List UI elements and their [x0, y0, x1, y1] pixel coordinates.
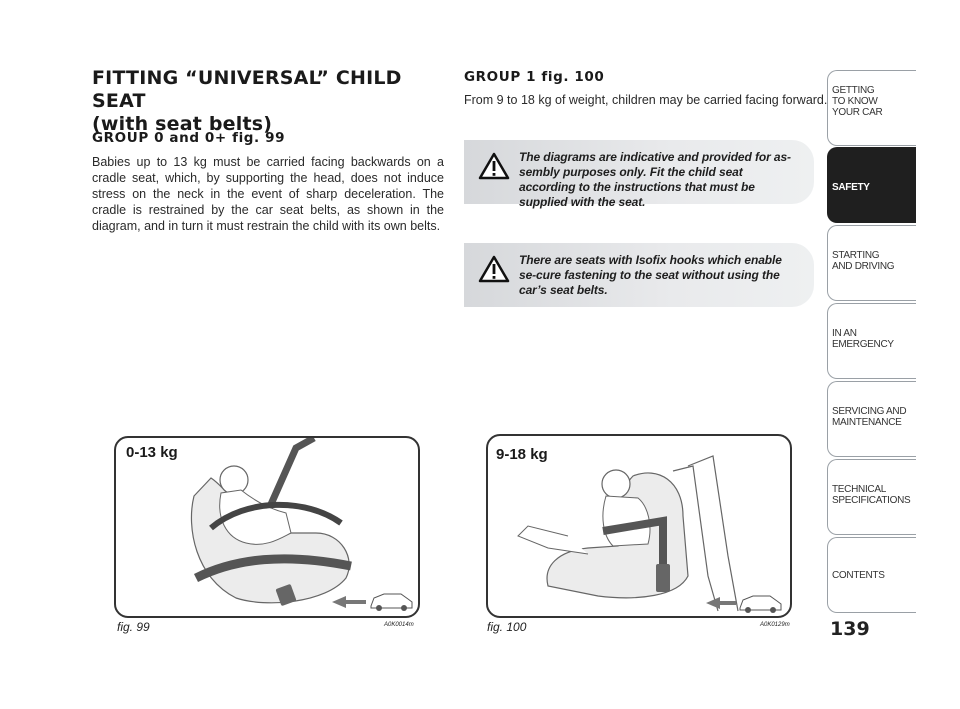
- figure-99-code: A0K0014m: [384, 622, 414, 628]
- tab-label: SAFETY: [832, 182, 870, 193]
- group0-heading: GROUP 0 and 0+ fig. 99: [92, 130, 286, 146]
- warning-triangle-icon: [478, 255, 510, 288]
- figure-99-weight-label: 0-13 kg: [126, 444, 178, 461]
- section-title: [92, 67, 452, 136]
- page-number: 139: [830, 618, 870, 640]
- group1-paragraph: From 9 to 18 kg of weight, children may be carried facing forward.: [464, 93, 828, 107]
- figure-100-code: A0K0129m: [760, 622, 790, 628]
- figure-100-caption: fig. 100: [487, 620, 527, 634]
- tab-label: GETTING TO KNOW YOUR CAR: [832, 85, 883, 118]
- tab-label: IN AN EMERGENCY: [832, 328, 894, 350]
- tab-getting-to-know-your-car[interactable]: [827, 70, 916, 146]
- warning-box-isofix: [464, 243, 814, 307]
- tab-contents[interactable]: [827, 537, 916, 613]
- car-direction-icon: [740, 596, 781, 613]
- figure-99-caption: fig. 99: [117, 620, 150, 634]
- figure-100-weight-label: 9-18 kg: [496, 446, 548, 463]
- tab-servicing-and-maintenance[interactable]: [827, 381, 916, 457]
- figure-99-frame: [114, 436, 420, 618]
- warning-triangle-icon: [478, 152, 510, 185]
- warning-box-diagrams: [464, 140, 814, 209]
- group1-heading: GROUP 1 fig. 100: [464, 69, 605, 85]
- section-title-line1: FITTING “UNIVERSAL” CHILD SEAT: [92, 67, 402, 112]
- section-title-line2: (with seat belts): [92, 113, 273, 135]
- tab-label: STARTING AND DRIVING: [832, 250, 895, 272]
- warning-text-isofix: There are seats with Isofix hooks which enable se-cure fastening to the seat without using the car’s seat belts.: [519, 253, 782, 297]
- tab-label: CONTENTS: [832, 570, 885, 581]
- car-direction-icon: [371, 594, 412, 611]
- group0-paragraph: Babies up to 13 kg must be carried facing backwards on a cradle seat, which, by supporting the head, does not induce stress on the neck in the event of sharp deceleration. The cradle is restrained by the car seat belts, as shown in the diagram, and in turn it must restrain the child with its own belts.: [92, 155, 444, 233]
- tab-safety[interactable]: [827, 147, 916, 223]
- cradle-seat-illustration: [116, 438, 418, 616]
- tab-in-an-emergency[interactable]: [827, 303, 916, 379]
- tab-starting-and-driving[interactable]: [827, 225, 916, 301]
- warning-text-diagrams: The diagrams are indicative and provided for as-sembly purposes only. Fit the child seat according to the instructions that must be supplied with the seat.: [519, 150, 791, 209]
- tab-label: SERVICING AND MAINTENANCE: [832, 406, 907, 428]
- figure-100-frame: [486, 434, 792, 618]
- tab-technical-specifications[interactable]: [827, 459, 916, 535]
- forward-seat-illustration: [488, 436, 790, 616]
- tab-label: TECHNICAL SPECIFICATIONS: [832, 484, 911, 506]
